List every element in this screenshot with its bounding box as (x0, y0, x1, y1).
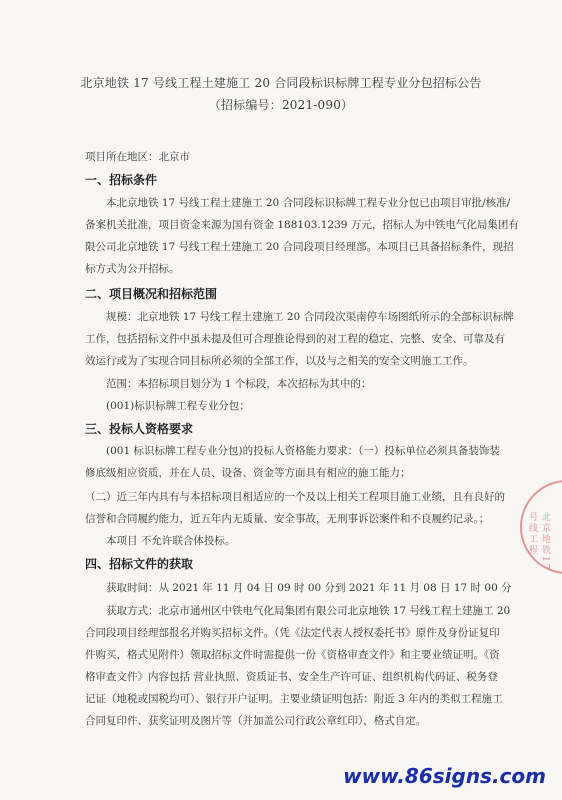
section-2-line: 工作，包括招标文件中虽未提及但可合理推论得到的对工程的稳定、完整、安全、可靠及有 (85, 333, 505, 345)
section-4-line: 件购买，格式见附件）领取招标文件时需提供一份《资格审查文件》和主要业绩证明。《资 (85, 649, 500, 661)
section-4-line: 格审查文件》内容包括 营业执照、资质证书、安全生产许可证、组织机构代码证、税务登 (85, 671, 498, 683)
section-heading-3: 三、投标人资格要求 (85, 422, 194, 436)
document-title: 北京地铁 17 号线工程土建施工 20 合同段标识标牌工程专业分包招标公告 (80, 76, 482, 90)
section-3-line: 信誉和合同履约能力，近五年内无质量、安全事故，无刑事诉讼案件和不良履约记录。； (85, 513, 490, 525)
tender-number: （招标编号：2021-090） (208, 98, 354, 112)
official-seal (520, 480, 562, 574)
section-4-line: 合同段项目经理部报名并购买招标文件。（凭《法定代表人授权委托书》原件及身份证复印 (85, 627, 500, 639)
section-4-line: 获取时间：从 2021 年 11 月 04 日 09 时 00 分到 2021 年 11 月 08 日 17 时 00 分 (106, 582, 512, 594)
section-2-line: 效运行或为了实现合同目标所必须的全部工作，以及与之相关的安全文明施工工作。 (85, 355, 474, 367)
section-4-line: 记证（地税或国税均可）、银行开户证明。主要业绩证明包括：附近 3 年内的类似工程施工 (85, 693, 503, 705)
section-2-line: 范围：本招标项目划分为 1 个标段，本次招标为其中的： (106, 378, 372, 390)
section-heading-1: 一、招标条件 (85, 173, 158, 187)
project-location: 项目所在地区：北京市 (85, 151, 190, 163)
section-2-line: (001)标识标牌工程专业分包； (106, 400, 250, 412)
section-heading-4: 四、招标文件的获取 (85, 557, 194, 571)
section-1-line: 限公司北京地铁 17 号线工程土建施工 20 合同段项目经理部。本项目已具备招标条件，现招 (85, 241, 514, 253)
seal-text: 北京地铁17号线工程 (527, 512, 550, 572)
section-3-line: （二）近三年内具有与本招标项目相适应的一个及以上相关工程项目施工业绩，且有良好的 (85, 491, 505, 503)
section-3-line: 修底级相应资质，并在人员、设备、资金等方面具有相应的施工能力； (85, 467, 411, 479)
section-3-line: 本项目 不允许联合体投标。 (106, 535, 236, 547)
section-1-line: 本北京地铁 17 号线工程土建施工 20 合同段标识标牌工程专业分包已由项目审批/核准/ (106, 197, 511, 209)
section-2-line: 规模：北京地铁 17 号线工程土建施工 20 合同段次渠南停车场图纸所示的全部标识标牌 (106, 311, 514, 323)
section-heading-2: 二、项目概况和招标范围 (85, 287, 218, 301)
section-1-line: 备案机关批准，项目资金来源为国有资金 188103.1239 万元，招标人为中铁电气化局集团有 (85, 219, 519, 231)
section-4-line: 合同复印件、获奖证明及图片等（并加盖公司行政公章红印），格式自定。 (85, 715, 427, 727)
section-4-line: 获取方式：北京市通州区中铁电气化局集团有限公司北京地铁 17 号线工程土建施工 20 (106, 605, 511, 617)
section-1-line: 标方式为公开招标。 (85, 263, 180, 275)
section-3-line: (001 标识标牌工程专业分包)的投标人资格能力要求：（一）投标单位必须具备装饰装 (106, 445, 500, 457)
site-watermark: www.86signs.com (343, 764, 546, 788)
